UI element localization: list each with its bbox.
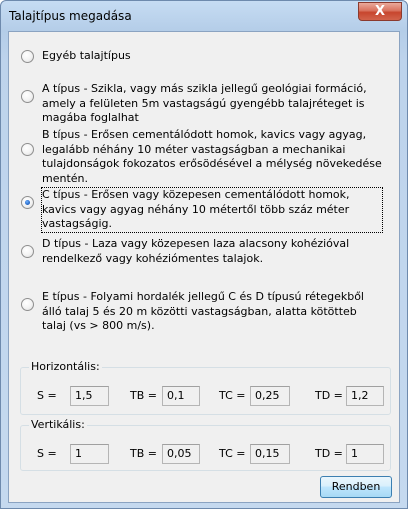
option-label: A típus - Szikla, vagy más szikla jellegű geológiai formáció, amely a felületen 5m vastagságú gyengébb talajréteget is magába foglalhat	[42, 82, 367, 124]
radio-button[interactable]	[21, 298, 34, 311]
option-label: C típus - Erősen vagy közepesen cementálódott homok, kavics vagy agyag néhány 10 métertől több száz méter vastagságig.	[42, 188, 382, 232]
option-label: B típus - Erősen cementálódott homok, kavics vagy agyag, legalább néhány 10 méter vastagságban a mechanikai tulajdonságok fokozatos erősödésével a mélység növekedése mentén.	[42, 128, 382, 185]
td-label: TD =	[315, 447, 343, 460]
tc-field: 0,25	[250, 386, 290, 406]
s-field: 1,5	[70, 386, 109, 406]
tb-label: TB =	[130, 389, 157, 402]
close-button[interactable]: X	[358, 2, 402, 21]
radio-button[interactable]	[21, 50, 34, 63]
title-bar[interactable]	[1, 1, 407, 31]
radio-button[interactable]	[21, 90, 34, 103]
s-field: 1	[70, 444, 109, 464]
tb-field: 0,05	[162, 444, 200, 464]
s-label: S =	[37, 389, 57, 402]
option-label: D típus - Laza vagy közepesen laza alacsony kohézióval rendelkező vagy kohéziómentes talajok.	[42, 237, 350, 265]
dialog-body	[8, 31, 400, 503]
tc-label: TC =	[219, 389, 246, 402]
window-title: Talajtípus megadása	[9, 9, 132, 23]
tb-label: TB =	[130, 447, 157, 460]
horizontal-group	[20, 360, 391, 415]
tb-field: 0,1	[162, 386, 200, 406]
group-title: Horizontális:	[31, 360, 100, 373]
td-field: 1,2	[346, 386, 384, 406]
vertical-group	[20, 418, 391, 471]
tc-label: TC =	[219, 447, 246, 460]
option-label: Egyéb talajtípus	[42, 49, 131, 62]
td-field: 1	[346, 444, 384, 464]
group-title: Vertikális:	[31, 418, 85, 431]
radio-button-selected[interactable]	[21, 196, 34, 209]
tc-field: 0,15	[250, 444, 290, 464]
option-label: E típus - Folyami hordalék jellegű C és D típusú rétegekből álló talaj 5 és 20 m közötti vastagságban, alatta kötötteb talaj (vs > 800 m/s).	[42, 290, 364, 332]
ok-button[interactable]: Rendben	[320, 476, 392, 498]
td-label: TD =	[315, 389, 343, 402]
radio-button[interactable]	[21, 143, 34, 156]
s-label: S =	[37, 447, 57, 460]
radio-button[interactable]	[21, 245, 34, 258]
